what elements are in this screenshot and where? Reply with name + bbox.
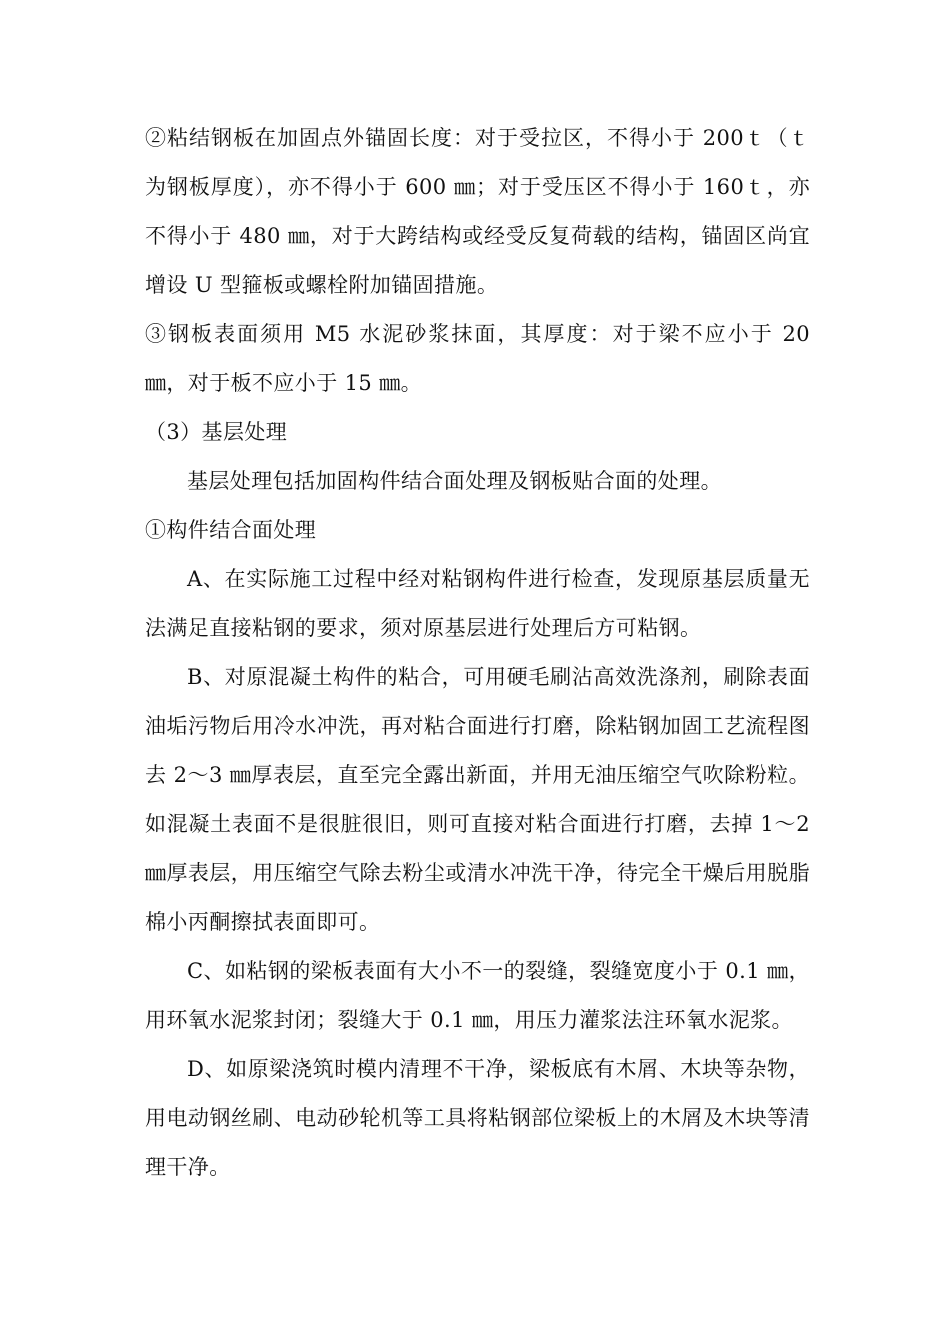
document-body: [145, 114, 810, 1192]
subheading-component-surface: ①构件结合面处理: [145, 518, 317, 542]
section-heading-base-treatment: （3）基层处理: [145, 420, 288, 444]
paragraph-item-c: C、如粘钢的梁板表面有大小不一的裂缝，裂缝宽度小于 0.1 ㎜，用环氧水泥浆封闭；裂缝大于 0.1 ㎜，用压力灌浆法注环氧水泥浆。: [145, 959, 810, 1032]
paragraph-base-treatment-intro: 基层处理包括加固构件结合面处理及钢板贴合面的处理。: [187, 469, 722, 493]
paragraph-anchorage-length: ②粘结钢板在加固点外锚固长度：对于受拉区，不得小于 200ｔ（ｔ为钢板厚度），亦不得小于 600 ㎜；对于受压区不得小于 160ｔ，亦不得小于 480 ㎜，对于大跨结构或经受反复荷载的结构，锚固区尚宜增设 U 型箍板或螺栓附加锚固措施。: [145, 126, 810, 297]
paragraph-item-a: A、在实际施工过程中经对粘钢构件进行检查，发现原基层质量无法满足直接粘钢的要求，须对原基层进行处理后方可粘钢。: [145, 567, 810, 640]
paragraph-item-b: B、对原混凝土构件的粘合，可用硬毛刷沾高效洗涤剂，刷除表面油垢污物后用冷水冲洗，再对粘合面进行打磨，除粘钢加固工艺流程图去 2～3 ㎜厚表层，直至完全露出新面，并用无油压缩空气吹除粉粒。如混凝土表面不是很脏很旧，则可直接对粘合面进行打磨，去掉 1～2 ㎜厚表层，用压缩空气除去粉尘或清水冲洗干净，待完全干燥后用脱脂棉小丙酮擦拭表面即可。: [145, 665, 810, 934]
paragraph-mortar-cover: ③钢板表面须用 M5 水泥砂浆抹面，其厚度：对于梁不应小于 20 ㎜，对于板不应小于 15 ㎜。: [145, 322, 810, 395]
paragraph-item-d: D、如原梁浇筑时模内清理不干净，梁板底有木屑、木块等杂物，用电动钢丝刷、电动砂轮机等工具将粘钢部位梁板上的木屑及木块等清理干净。: [145, 1057, 810, 1179]
